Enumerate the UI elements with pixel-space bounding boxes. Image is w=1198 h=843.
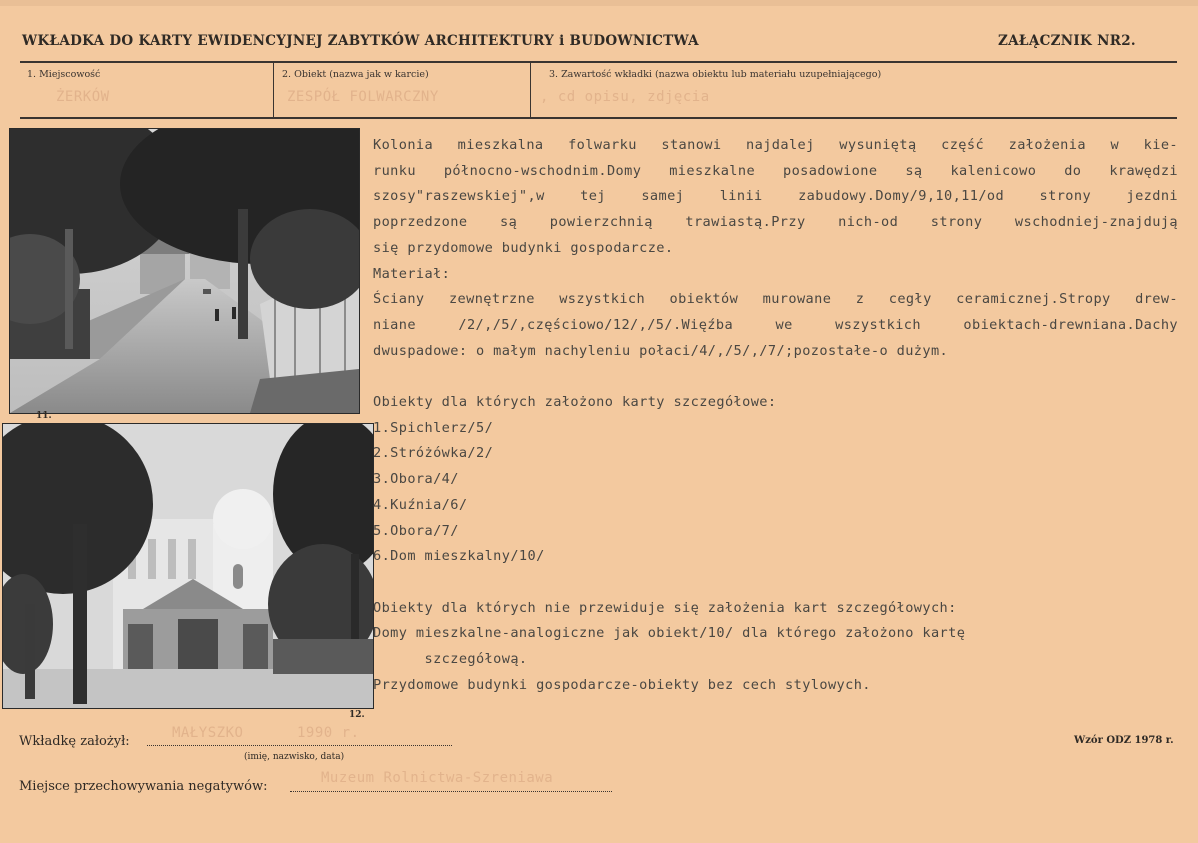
- locality-value: ŻERKÓW: [56, 89, 110, 105]
- description-line: się przydomowe budynki gospodarcze.: [373, 239, 674, 256]
- storage-line: [290, 791, 612, 792]
- description-line: 5.Obora/7/: [373, 522, 459, 539]
- field-divider-1: [273, 63, 274, 117]
- field-divider-2: [530, 63, 531, 117]
- founder-value: MAŁYSZKO 1990 r.: [172, 725, 360, 741]
- description-line: 2.Stróżówka/2/: [373, 445, 494, 462]
- description-line: [373, 570, 1178, 596]
- photo-church-number: 12.: [349, 710, 365, 720]
- photo-street-image: [10, 129, 359, 413]
- content-value: , cd opisu, zdjęcia: [540, 89, 710, 105]
- header-rule: [20, 61, 1177, 63]
- description-line: Przydomowe budynki gospodarcze-obiekty bez cech stylowych.: [373, 676, 871, 693]
- locality-label: 1. Miejscowość: [27, 69, 101, 80]
- template-version: Wzór ODZ 1978 r.: [1074, 735, 1174, 746]
- description-line: Materiał:: [373, 265, 451, 282]
- description-text: [373, 133, 1178, 698]
- photo-street: [9, 128, 360, 414]
- object-label: 2. Obiekt (nazwa jak w karcie): [282, 69, 429, 80]
- founder-hint: (imię, nazwisko, data): [244, 752, 345, 762]
- description-line: 3.Obora/4/: [373, 471, 459, 488]
- description-line: Obiekty dla których założono karty szczegółowe:: [373, 394, 777, 411]
- card-title: WKŁADKA DO KARTY EWIDENCYJNEJ ZABYTKÓW ARCHITEKTURY i BUDOWNICTWA: [22, 33, 699, 49]
- description-line: szczegółową.: [373, 651, 528, 668]
- card-top-edge: [0, 0, 1198, 6]
- content-label: 3. Zawartość wkładki (nazwa obiektu lub materiału uzupełniającego): [549, 69, 882, 80]
- founder-label: Wkładkę założył:: [19, 734, 130, 749]
- description-line: Kolonia mieszkalna folwarku stanowi najdalej wysuniętą część założenia w kie-: [373, 137, 1178, 153]
- description-line: [373, 364, 1178, 390]
- description-line: Obiekty dla których nie przewiduje się założenia kart szczegółowych:: [373, 599, 957, 616]
- photo-street-number: 11.: [36, 411, 52, 421]
- description-line: 1.Spichlerz/5/: [373, 419, 494, 436]
- storage-value: Muzeum Rolnictwa-Szreniawa: [321, 770, 554, 786]
- description-line: dwuspadowe: o małym nachyleniu połaci/4/,/5/,/7/;pozostałe-o dużym.: [373, 342, 949, 359]
- description-line: poprzedzone są powierzchnią trawiastą.Przy nich-od strony wschodniej-znajdują: [373, 214, 1178, 231]
- description-line: Ściany zewnętrzne wszystkich obiektów murowane z cegły ceramicznej.Stropy drew-: [373, 291, 1178, 308]
- description-line: runku północno-wschodnim.Domy mieszkalne posadowione są kalenicowo do krawędzi: [373, 162, 1178, 179]
- photo-church-gate-image: [3, 424, 373, 708]
- storage-label: Miejsce przechowywania negatywów:: [19, 779, 268, 794]
- photo-church-gate: [2, 423, 374, 709]
- fields-bottom-rule: [20, 117, 1177, 119]
- description-line: Domy mieszkalne-analogiczne jak obiekt/10/ dla którego założono kartę: [373, 625, 966, 642]
- description-line: szosy"raszewskiej",w tej samej linii zabudowy.Domy/9,10,11/od strony jezdni: [373, 188, 1178, 205]
- founder-line: [147, 745, 452, 746]
- description-line: 6.Dom mieszkalny/10/: [373, 548, 545, 565]
- description-line: 4.Kuźnia/6/: [373, 496, 468, 513]
- object-value: ZESPÓŁ FOLWARCZNY: [287, 89, 439, 105]
- annex-number: ZAŁĄCZNIK NR2.: [998, 33, 1136, 49]
- description-line: niane /2/,/5/,częściowo/12/,/5/.Więźba we wszystkich obiektach-drewniana.Dachy: [373, 316, 1178, 333]
